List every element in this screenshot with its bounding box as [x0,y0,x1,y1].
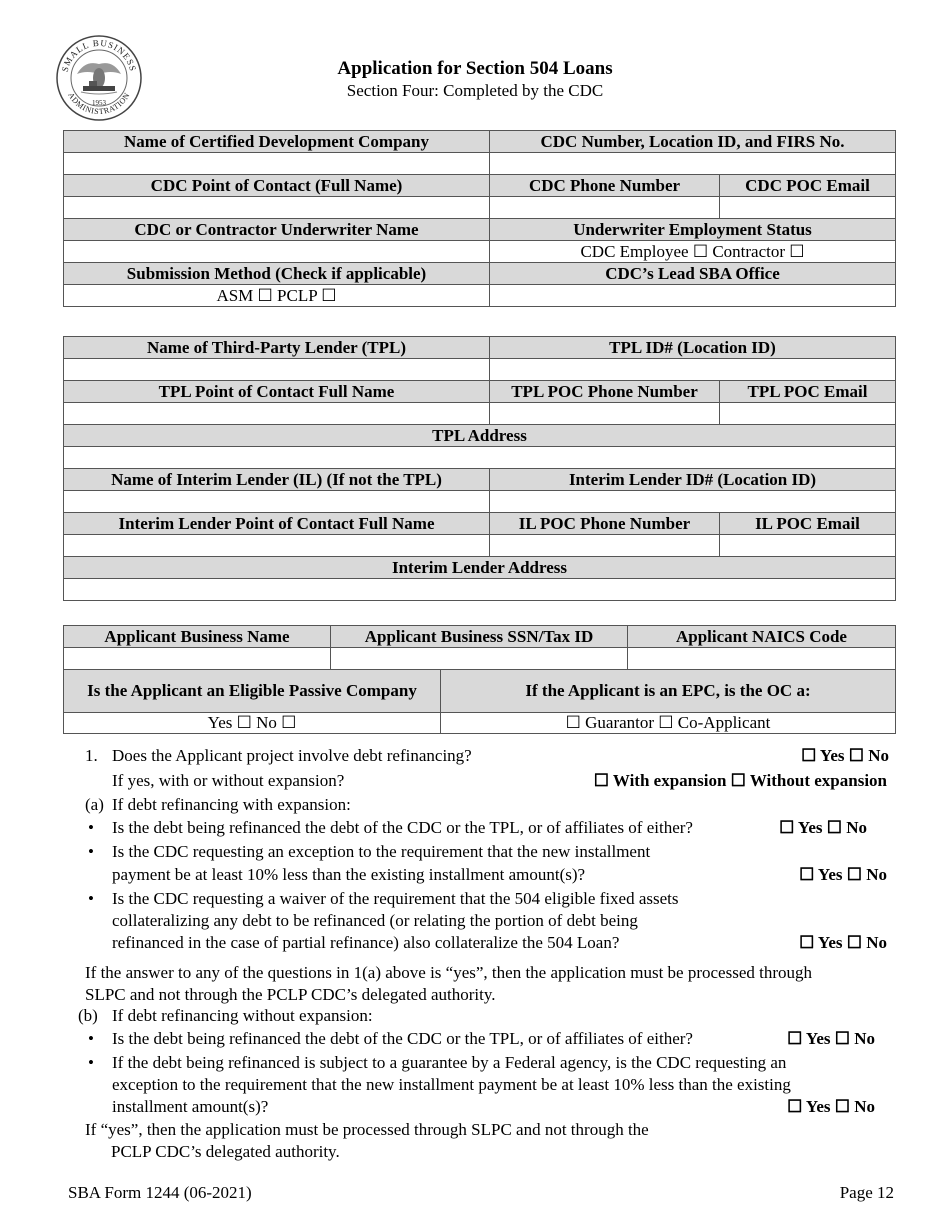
tpl-address-field[interactable] [64,447,896,469]
applicant-info-table [63,625,896,734]
tpl-email-header: TPL POC Email [720,381,896,403]
bullet: • [88,889,94,908]
b1-text: Is the debt being refinanced the debt of the CDC or the TPL, or of affiliates of either? [112,1029,693,1048]
tpl-id-field[interactable] [490,359,896,381]
a2-line2: payment be at least 10% less than the existing installment amount(s)? [112,865,586,884]
a-label: (a) [85,795,104,814]
submission-method-header: Submission Method (Check if applicable) [64,263,490,285]
page-title: Application for Section 504 Loans [337,58,613,79]
oc-options[interactable]: ☐ Guarantor ☐ Co-Applicant [441,713,896,734]
cdc-email-field[interactable] [720,197,896,219]
lead-office-field[interactable] [490,285,896,307]
page-number: Page 12 [839,1183,894,1202]
bullet: • [88,1029,94,1048]
cdc-name-header: Name of Certified Development Company [64,131,490,153]
q1-sub-options[interactable]: ☐ With expansion ☐ Without expansion [593,771,887,790]
underwriter-name-field[interactable] [64,241,490,263]
il-phone-header: IL POC Phone Number [490,513,720,535]
b1-options[interactable]: ☐ Yes ☐ No [787,1029,875,1048]
a2-line1: Is the CDC requesting an exception to the requirement that the new installment [112,842,651,861]
a3-line3: refinanced in the case of partial refinance) also collateralize the 504 Loan? [112,933,620,952]
lead-office-header: CDC’s Lead SBA Office [490,263,896,285]
oc-question-header: If the Applicant is an EPC, is the OC a: [441,670,896,713]
q1-sub-text: If yes, with or without expansion? [112,771,345,790]
tpl-email-field[interactable] [720,403,896,425]
b-note-line1: If “yes”, then the application must be processed through SLPC and not through the [85,1120,649,1139]
cdc-phone-header: CDC Phone Number [490,175,720,197]
cdc-number-header: CDC Number, Location ID, and FIRS No. [490,131,896,153]
business-name-header: Applicant Business Name [64,626,331,648]
tpl-address-header: TPL Address [64,425,896,447]
cdc-info-table [63,130,896,307]
il-id-field[interactable] [490,491,896,513]
cdc-email-header: CDC POC Email [720,175,896,197]
underwriter-name-header: CDC or Contractor Underwriter Name [64,219,490,241]
cdc-number-field[interactable] [490,153,896,175]
tpl-info-table [63,336,896,601]
submission-method-options[interactable]: ASM ☐ PCLP ☐ [64,285,490,307]
naics-header: Applicant NAICS Code [628,626,896,648]
sba-seal-logo [55,34,143,122]
il-poc-field[interactable] [64,535,490,557]
cdc-phone-field[interactable] [490,197,720,219]
cdc-poc-header: CDC Point of Contact (Full Name) [64,175,490,197]
a1-options[interactable]: ☐ Yes ☐ No [779,818,867,837]
a3-line2: collateralizing any debt to be refinanced (or relating the portion of debt being [112,911,638,930]
employment-status-options[interactable]: CDC Employee ☐ Contractor ☐ [490,241,896,263]
a1-text: Is the debt being refinanced the debt of the CDC or the TPL, or of affiliates of either? [112,818,693,837]
b2-line2: exception to the requirement that the new installment payment be at least 10% less than the existing [112,1075,791,1094]
il-name-field[interactable] [64,491,490,513]
b2-line3: installment amount(s)? [112,1097,269,1116]
b2-line1: If the debt being refinanced is subject to a guarantee by a Federal agency, is the CDC requesting an [112,1053,787,1072]
svg-text:SMALL BUSINESS: SMALL BUSINESS [59,37,139,73]
ssn-header: Applicant Business SSN/Tax ID [331,626,628,648]
b-text: If debt refinancing without expansion: [112,1006,373,1025]
il-address-header: Interim Lender Address [64,557,896,579]
cdc-name-field[interactable] [64,153,490,175]
page-subtitle: Section Four: Completed by the CDC [346,81,604,100]
bullet: • [88,1053,94,1072]
a-note-line2: SLPC and not through the PCLP CDC’s delegated authority. [85,985,496,1004]
ssn-field[interactable] [331,648,628,670]
a3-line1: Is the CDC requesting a waiver of the requirement that the 504 eligible fixed assets [112,889,679,908]
a-text: If debt refinancing with expansion: [112,795,351,814]
a2-options[interactable]: ☐ Yes ☐ No [799,865,887,884]
b-note-line2: PCLP CDC’s delegated authority. [111,1142,340,1161]
il-email-header: IL POC Email [720,513,896,535]
il-phone-field[interactable] [490,535,720,557]
naics-field[interactable] [628,648,896,670]
tpl-poc-field[interactable] [64,403,490,425]
business-name-field[interactable] [64,648,331,670]
b2-options[interactable]: ☐ Yes ☐ No [787,1097,875,1116]
tpl-name-field[interactable] [64,359,490,381]
svg-text:ADMINISTRATION: ADMINISTRATION [66,90,132,117]
b-label: (b) [78,1006,98,1025]
bullet: • [88,842,94,861]
il-poc-header: Interim Lender Point of Contact Full Name [64,513,490,535]
il-id-header: Interim Lender ID# (Location ID) [490,469,896,491]
form-id: SBA Form 1244 (06-2021) [68,1183,252,1202]
q1-text: Does the Applicant project involve debt refinancing? [112,746,472,765]
tpl-name-header: Name of Third-Party Lender (TPL) [64,337,490,359]
q1-number: 1. [85,746,98,765]
underwriter-status-header: Underwriter Employment Status [490,219,896,241]
tpl-poc-header: TPL Point of Contact Full Name [64,381,490,403]
tpl-phone-field[interactable] [490,403,720,425]
il-name-header: Name of Interim Lender (IL) (If not the TPL) [64,469,490,491]
il-email-field[interactable] [720,535,896,557]
tpl-id-header: TPL ID# (Location ID) [490,337,896,359]
il-address-field[interactable] [64,579,896,601]
epc-options[interactable]: Yes ☐ No ☐ [64,713,441,734]
a3-options[interactable]: ☐ Yes ☐ No [799,933,887,952]
a-note-line1: If the answer to any of the questions in 1(a) above is “yes”, then the application must be processed through [85,963,813,982]
cdc-poc-field[interactable] [64,197,490,219]
q1-options[interactable]: ☐ Yes ☐ No [801,746,889,765]
bullet: • [88,818,94,837]
tpl-phone-header: TPL POC Phone Number [490,381,720,403]
svg-text:1953: 1953 [92,99,106,107]
epc-question-header: Is the Applicant an Eligible Passive Company [64,670,441,713]
